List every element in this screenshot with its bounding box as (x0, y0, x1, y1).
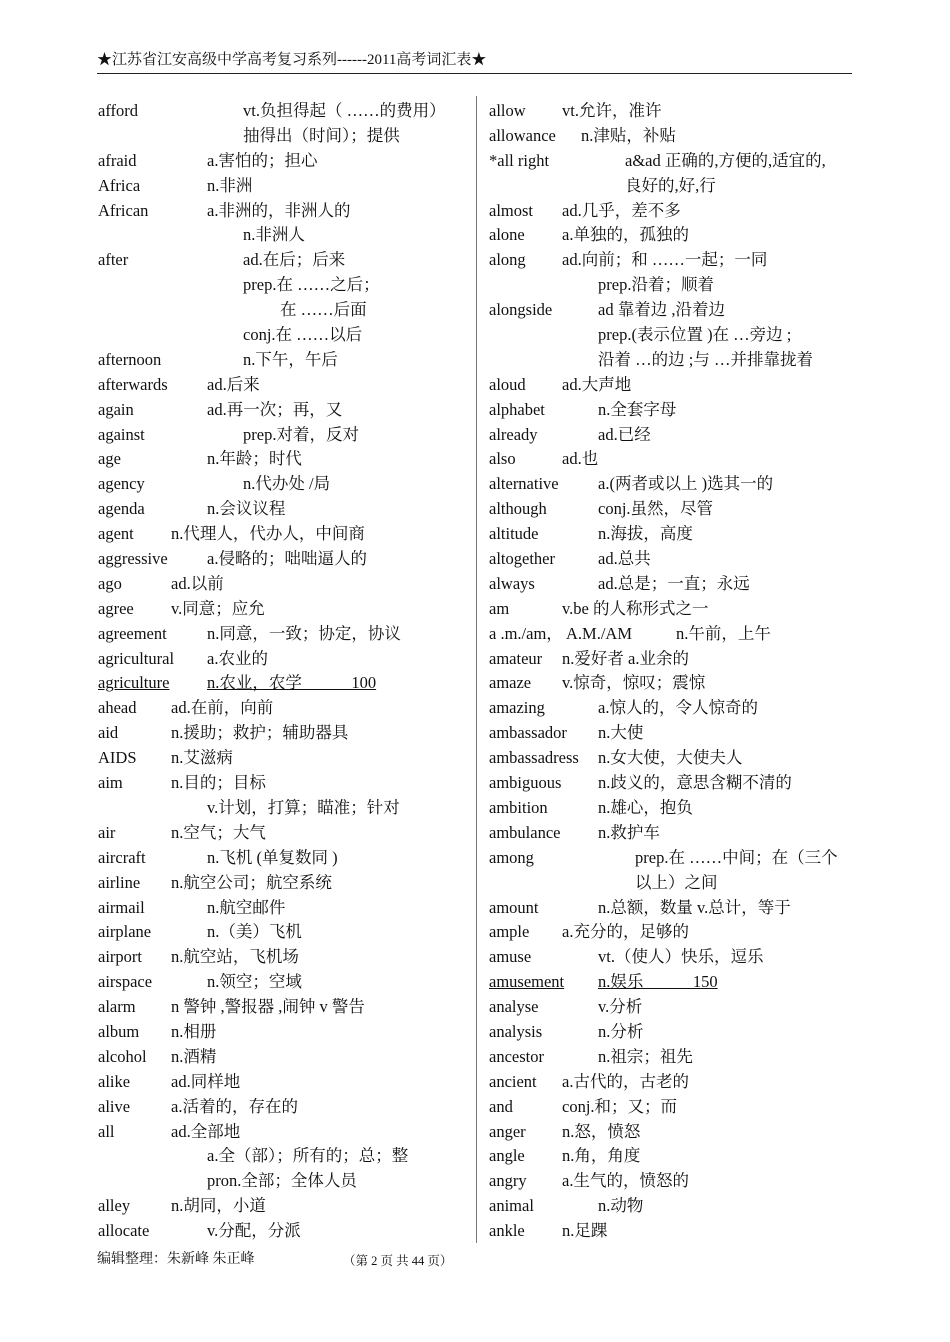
vocab-definition: ad.向前；和 ……一起；一同 (562, 250, 768, 270)
vocab-definition: n.（美）飞机 (207, 922, 302, 942)
vocab-definition: ad.总共 (598, 549, 651, 569)
vocab-definition: 抽得出（时间）；提供 (243, 125, 400, 145)
vocab-entry (98, 721, 470, 746)
vocab-definition: ad.全部地 (171, 1121, 241, 1141)
vocab-definition: n.酒精 (171, 1046, 217, 1066)
vocab-word: alarm (98, 997, 136, 1017)
vocab-word: airport (98, 947, 142, 967)
page-footer (97, 1250, 657, 1270)
vocab-entry (489, 149, 857, 174)
right-column (489, 99, 857, 1244)
vocab-word: ancient (489, 1071, 537, 1091)
vocab-entry (489, 821, 857, 846)
vocab-word: a .m./am， A.M./AM (489, 623, 632, 643)
vocab-definition: a.农业的 (207, 648, 268, 668)
vocab-entry (489, 721, 857, 746)
vocab-entry (98, 124, 470, 149)
vocab-entry (489, 771, 857, 796)
vocab-definition: ad.在后；后来 (243, 250, 346, 270)
vocab-word: agricultural (98, 648, 175, 668)
vocab-definition: n.女大使，大使夫人 (598, 748, 743, 768)
vocab-word: afraid (98, 150, 137, 170)
vocab-entry (98, 1045, 470, 1070)
vocab-entry (98, 423, 470, 448)
vocab-entry (489, 970, 857, 995)
vocab-entry (98, 1219, 470, 1244)
vocab-entry (98, 223, 470, 248)
vocab-definition: ad.已经 (598, 424, 651, 444)
vocab-definition: n.祖宗；祖先 (598, 1046, 693, 1066)
vocab-entry (98, 1144, 470, 1169)
vocab-word: allow (489, 101, 526, 120)
vocab-word: amusement (489, 972, 565, 992)
vocab-definition: v.分配，分派 (207, 1221, 301, 1241)
vocab-entry (489, 124, 857, 149)
vocab-entry (98, 821, 470, 846)
vocab-word: aloud (489, 374, 526, 394)
vocab-entry (489, 622, 857, 647)
column-divider (476, 96, 477, 1243)
vocab-definition: n.代办处 /局 (243, 474, 331, 494)
vocab-word: agency (98, 474, 145, 494)
vocab-entry (98, 99, 470, 124)
vocab-entry (489, 248, 857, 273)
vocab-word: alley (98, 1196, 131, 1216)
vocab-definition: a.害怕的；担心 (207, 150, 318, 170)
vocab-definition: n.农业，农学 100 (207, 673, 377, 693)
vocab-word: album (98, 1021, 140, 1041)
vocab-entry (489, 696, 857, 721)
vocab-definition: ad.总是；一直；永远 (598, 573, 750, 593)
vocab-definition: prep.在 ……中间；在（三个 (635, 847, 838, 867)
vocab-entry (98, 447, 470, 472)
vocab-definition: v.分析 (598, 997, 643, 1017)
vocab-definition: conj.在 ……以后 (243, 325, 363, 345)
vocab-definition: ad.在前，向前 (171, 698, 274, 718)
vocab-definition: a.全（部）；所有的；总；整 (207, 1146, 409, 1166)
vocab-definition: ad.同样地 (171, 1071, 241, 1091)
vocab-definition: n.艾滋病 (171, 748, 233, 768)
vocab-entry (489, 223, 857, 248)
vocab-definition: n.爱好者 a.业余的 (562, 648, 689, 668)
vocab-word: altitude (489, 524, 539, 544)
vocab-word: ample (489, 922, 530, 942)
vocab-entry (489, 746, 857, 771)
vocab-entry (489, 1070, 857, 1095)
vocab-entry (98, 846, 470, 871)
vocab-definition: n.大使 (598, 723, 644, 743)
vocab-entry (98, 945, 470, 970)
vocab-definition: v.be 的人称形式之一 (562, 598, 709, 618)
vocab-entry (98, 572, 470, 597)
vocab-definition: v.计划，打算；瞄准；针对 (207, 797, 400, 817)
vocab-definition: 沿着 …的边 ;与 …并排靠拢着 (598, 349, 813, 369)
vocab-definition: a.生气的，愤怒的 (562, 1171, 689, 1191)
vocab-word: allowance (489, 125, 556, 145)
vocab-definition: n.目的；目标 (171, 773, 266, 793)
vocab-word: ahead (98, 698, 137, 718)
vocab-entry (98, 1095, 470, 1120)
vocab-word: ambassador (489, 723, 567, 743)
vocab-entry (489, 1144, 857, 1169)
vocab-definition: ad.大声地 (562, 374, 632, 394)
vocab-definition: n.代理人，代办人，中间商 (171, 524, 365, 544)
vocab-word: airplane (98, 922, 152, 942)
vocab-entry (98, 871, 470, 896)
vocab-entry (489, 273, 857, 298)
vocab-definition: prep.在 ……之后； (243, 275, 380, 295)
vocab-definition: n.同意，一致；协定，协议 (207, 623, 401, 643)
vocab-definition: n.非洲人 (243, 225, 305, 245)
vocab-word: amazing (489, 698, 545, 718)
vocab-definition: v.惊奇，惊叹；震惊 (562, 673, 706, 693)
vocab-definition: n.空气；大气 (171, 822, 266, 842)
vocab-entry (98, 896, 470, 921)
vocab-word: always (489, 573, 535, 593)
vocab-word: airmail (98, 897, 145, 917)
page-header: ★江苏省江安高级中学高考复习系列------2011高考词汇表★ (97, 52, 487, 68)
vocab-word: along (489, 250, 526, 270)
vocab-definition: n.动物 (598, 1196, 644, 1216)
vocab-word: alcohol (98, 1046, 147, 1066)
vocab-word: alive (98, 1096, 131, 1116)
vocab-entry (98, 174, 470, 199)
vocab-word: after (98, 250, 129, 270)
vocab-entry (98, 995, 470, 1020)
vocab-word: alphabet (489, 399, 545, 419)
vocab-definition: vt.允许，准许 (562, 101, 662, 120)
vocab-entry (98, 597, 470, 622)
vocab-word: although (489, 499, 547, 519)
vocab-entry (489, 398, 857, 423)
vocab-word: analyse (489, 997, 539, 1017)
vocab-entry (98, 398, 470, 423)
vocab-definition: n.救护车 (598, 822, 660, 842)
vocab-definition: n.海拔，高度 (598, 524, 693, 544)
vocab-word: *all right (489, 150, 550, 170)
vocab-definition: 在 ……后面 (280, 300, 367, 320)
vocab-definition: ad.后来 (207, 374, 260, 394)
vocab-definition: n.年龄；时代 (207, 449, 302, 469)
vocab-word: also (489, 449, 516, 469)
vocab-definition: n.娱乐 150 (598, 972, 718, 992)
vocab-entry (489, 1194, 857, 1219)
vocab-definition: n.午前，上午 (676, 623, 771, 643)
vocab-definition: a&ad 正确的,方便的,适宜的, (625, 150, 826, 170)
vocab-definition: n.航空邮件 (207, 897, 286, 917)
vocab-word: aggressive (98, 549, 168, 569)
vocab-entry (98, 273, 470, 298)
vocab-entry (489, 1120, 857, 1145)
vocab-definition: ad.以前 (171, 573, 224, 593)
vocab-word: allocate (98, 1221, 150, 1241)
vocab-definition: conj.和；又；而 (562, 1096, 678, 1116)
vocab-definition: pron.全部；全体人员 (207, 1171, 357, 1191)
vocab-word: age (98, 449, 121, 469)
vocab-entry (489, 846, 857, 871)
vocab-entry (98, 472, 470, 497)
left-column (98, 99, 470, 1244)
vocab-word: analysis (489, 1021, 543, 1041)
vocab-entry (98, 547, 470, 572)
vocab-definition: n.下午，午后 (243, 349, 338, 369)
vocab-word: ambition (489, 797, 548, 817)
vocab-word: aid (98, 723, 119, 743)
vocab-entry (98, 696, 470, 721)
vocab-entry (489, 447, 857, 472)
vocab-entry (98, 796, 470, 821)
vocab-definition: ad 靠着边 ,沿着边 (598, 300, 725, 320)
vocab-word: ankle (489, 1221, 525, 1241)
vocab-entry (489, 497, 857, 522)
footer-editors: 编辑整理：朱新峰 朱正峰 (97, 1252, 255, 1267)
vocab-entry (489, 597, 857, 622)
vocab-word: altogether (489, 549, 555, 569)
vocab-word: ambassadress (489, 748, 579, 768)
vocab-word: ambulance (489, 822, 561, 842)
vocab-entry (489, 896, 857, 921)
vocab-word: afternoon (98, 349, 162, 369)
vocab-definition: a.活着的，存在的 (171, 1096, 298, 1116)
vocab-definition: ad.几乎，差不多 (562, 200, 681, 220)
footer-page-number: （第 2 页 共 44 页） (343, 1254, 453, 1268)
vocab-entry (489, 298, 857, 323)
vocab-definition: n.航空站，飞机场 (171, 947, 299, 967)
vocab-word: aircraft (98, 847, 146, 867)
vocab-definition: ad.也 (562, 449, 599, 469)
vocab-definition: n.足踝 (562, 1221, 608, 1241)
vocab-definition: v.同意；应允 (171, 598, 265, 618)
vocab-definition: a.单独的，孤独的 (562, 225, 689, 245)
vocab-entry (489, 871, 857, 896)
vocab-definition: prep.对着，反对 (243, 424, 359, 444)
vocab-entry (98, 1169, 470, 1194)
vocab-entry (98, 746, 470, 771)
vocab-word: aim (98, 773, 123, 793)
vocab-definition: n.津贴，补贴 (581, 125, 676, 145)
vocab-entry (489, 995, 857, 1020)
vocab-entry (98, 1120, 470, 1145)
vocab-word: afterwards (98, 374, 168, 394)
vocab-entry (489, 323, 857, 348)
vocab-definition: a.惊人的，令人惊奇的 (598, 698, 758, 718)
vocab-word: Africa (98, 175, 141, 195)
vocab-definition: n.相册 (171, 1021, 217, 1041)
vocab-word: ambiguous (489, 773, 562, 793)
vocab-word: AIDS (98, 748, 137, 768)
vocab-word: angle (489, 1146, 525, 1166)
vocab-word: animal (489, 1196, 534, 1216)
vocab-word: amuse (489, 947, 532, 967)
vocab-word: agent (98, 524, 134, 544)
vocab-entry (489, 373, 857, 398)
vocab-entry (489, 1169, 857, 1194)
vocab-entry (98, 1020, 470, 1045)
vocab-definition: n.角，角度 (562, 1146, 641, 1166)
vocab-entry (489, 472, 857, 497)
vocab-definition: conj.虽然，尽管 (598, 499, 714, 519)
vocab-definition: n.航空公司；航空系统 (171, 872, 332, 892)
vocab-definition: 良好的,好,行 (625, 175, 716, 195)
vocab-word: air (98, 822, 116, 842)
vocab-definition: prep.(表示位置 )在 …旁边 ; (598, 325, 792, 345)
vocab-word: am (489, 598, 510, 618)
vocab-entry (489, 522, 857, 547)
vocab-definition: a.侵略的；咄咄逼人的 (207, 549, 367, 569)
vocab-definition: n.非洲 (207, 175, 253, 195)
vocab-definition: n.雄心，抱负 (598, 797, 693, 817)
vocab-word: afford (98, 101, 139, 120)
vocab-entry (98, 497, 470, 522)
vocab-definition: prep.沿着；顺着 (598, 275, 714, 295)
vocab-definition: n.会议议程 (207, 499, 286, 519)
vocab-definition: n.怒，愤怒 (562, 1121, 641, 1141)
vocab-definition: n.胡同，小道 (171, 1196, 266, 1216)
vocab-word: anger (489, 1121, 526, 1141)
vocab-entry (98, 323, 470, 348)
vocab-word: alongside (489, 300, 553, 320)
vocab-entry (489, 647, 857, 672)
vocab-word: against (98, 424, 145, 444)
vocab-word: ancestor (489, 1046, 544, 1066)
vocab-definition: a.非洲的，非洲人的 (207, 200, 351, 220)
vocab-entry (489, 348, 857, 373)
header-rule (97, 73, 852, 74)
vocab-entry (98, 199, 470, 224)
vocab-entry (98, 970, 470, 995)
vocab-entry (489, 920, 857, 945)
vocab-entry (98, 298, 470, 323)
vocab-definition: vt.（使人）快乐，逗乐 (598, 947, 764, 967)
vocab-entry (98, 622, 470, 647)
vocab-definition: n.总额，数量 v.总计，等于 (598, 897, 791, 917)
vocab-entry (489, 199, 857, 224)
vocab-word: alike (98, 1071, 131, 1091)
vocab-entry (489, 572, 857, 597)
vocab-entry (98, 920, 470, 945)
vocab-word: amateur (489, 648, 543, 668)
vocab-word: already (489, 424, 538, 444)
vocab-entry (98, 1070, 470, 1095)
vocab-entry (489, 1219, 857, 1244)
vocab-definition: 以上）之间 (635, 872, 718, 892)
vocab-entry (489, 99, 857, 124)
vocab-entry (98, 373, 470, 398)
vocab-entry (98, 348, 470, 373)
vocab-word: and (489, 1096, 513, 1116)
vocab-definition: a.(两者或以上 )选其一的 (598, 474, 774, 494)
vocab-word: alternative (489, 474, 559, 494)
vocab-entry (489, 1020, 857, 1045)
vocab-definition: n.援助；救护；辅助器具 (171, 723, 349, 743)
vocab-entry (489, 1095, 857, 1120)
vocab-word: amount (489, 897, 539, 917)
vocab-word: amaze (489, 673, 532, 693)
vocab-word: angry (489, 1171, 527, 1191)
vocab-definition: n.领空；空域 (207, 972, 302, 992)
vocab-word: agenda (98, 499, 145, 519)
vocab-entry (98, 522, 470, 547)
vocab-word: airspace (98, 972, 153, 992)
vocab-word: all (98, 1121, 115, 1141)
vocab-definition: n 警钟 ,警报器 ,闹钟 v 警告 (171, 997, 365, 1017)
vocab-entry (489, 1045, 857, 1070)
vocab-entry (98, 647, 470, 672)
vocab-definition: a.古代的，古老的 (562, 1071, 689, 1091)
vocab-word: again (98, 399, 134, 419)
vocab-word: airline (98, 872, 141, 892)
vocab-definition: n.分析 (598, 1021, 644, 1041)
vocab-definition: vt.负担得起（ ……的费用） (243, 101, 446, 120)
vocab-entry (489, 945, 857, 970)
vocab-word: among (489, 847, 534, 867)
vocab-word: agree (98, 598, 134, 618)
vocab-word: agreement (98, 623, 167, 643)
vocab-definition: ad.再一次；再，又 (207, 399, 343, 419)
vocab-entry (98, 671, 470, 696)
vocab-entry (98, 248, 470, 273)
vocab-entry (98, 1194, 470, 1219)
vocab-entry (489, 671, 857, 696)
vocab-definition: n.飞机 (单复数同 ) (207, 847, 338, 867)
vocab-word: alone (489, 225, 525, 245)
vocab-definition: a.充分的，足够的 (562, 922, 689, 942)
vocab-entry (489, 796, 857, 821)
vocab-word: almost (489, 200, 533, 220)
vocab-definition: n.全套字母 (598, 399, 677, 419)
vocab-word: agriculture (98, 673, 170, 693)
vocab-word: African (98, 200, 149, 220)
vocab-entry (98, 771, 470, 796)
vocab-entry (98, 149, 470, 174)
vocab-entry (489, 423, 857, 448)
vocab-entry (489, 547, 857, 572)
vocab-word: ago (98, 573, 122, 593)
vocab-entry (489, 174, 857, 199)
vocab-definition: n.歧义的，意思含糊不清的 (598, 773, 792, 793)
